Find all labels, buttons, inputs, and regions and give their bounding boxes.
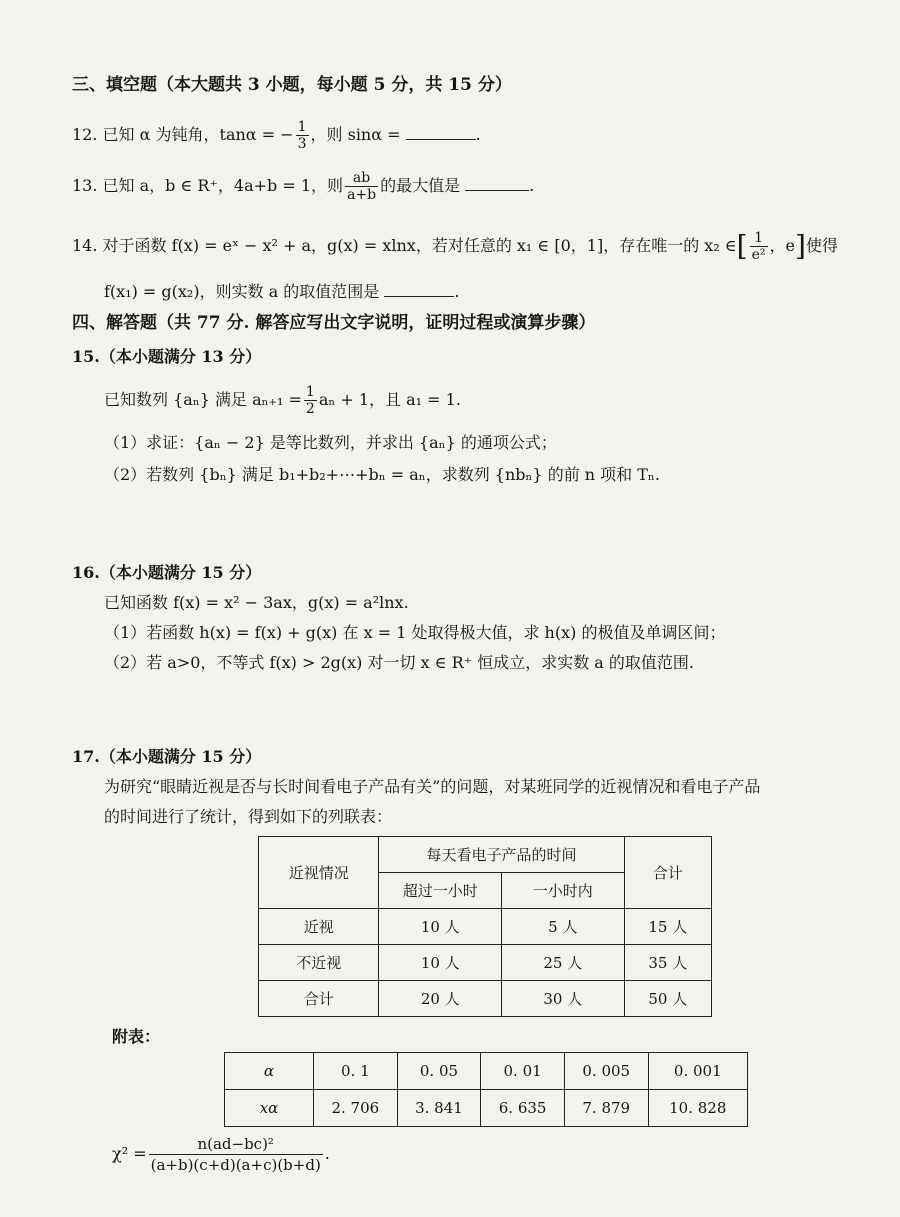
table-row	[225, 1090, 748, 1127]
formula-end: .	[324, 1144, 330, 1163]
q14-interval-end: ，e	[769, 236, 795, 255]
ref-alpha-label: α	[225, 1053, 314, 1090]
q15-stem	[104, 378, 461, 422]
q16-part2: （2）若 a>0，不等式 f(x) > 2g(x) 对一切 x ∈ R⁺ 恒成立，求实数 a 的取值范围.	[104, 653, 695, 672]
q14-right-bracket: ]	[795, 229, 806, 263]
ref-alpha-value: 0. 1	[314, 1053, 398, 1090]
table-header-status: 近视情况	[259, 837, 379, 909]
ref-x-label: xα	[225, 1090, 314, 1127]
q15-frac-num: 1	[305, 384, 315, 400]
q14-left-bracket: [	[736, 229, 748, 263]
q15-part2: （2）若数列 {bₙ} 满足 b₁+b₂+⋯+bₙ = aₙ，求数列 {nbₙ} 的前 n 项和 Tₙ.	[104, 465, 660, 484]
q13-answer-blank[interactable]	[465, 174, 529, 191]
ref-alpha-value: 0. 001	[648, 1053, 747, 1090]
table-cell-over: 20 人	[379, 981, 502, 1017]
q12-stem-tail: ，则 sinα =	[310, 125, 401, 144]
q13-end: .	[529, 176, 535, 195]
q14-stem: 对于函数 f(x) = eˣ − x² + a，g(x) = xlnx，若对任意的 x₁ ∈ [0，1]，存在唯一的 x₂ ∈	[102, 236, 737, 255]
table-cell-label: 不近视	[259, 945, 379, 981]
q15-fraction	[304, 384, 317, 417]
table-cell-over: 10 人	[379, 909, 502, 945]
q12-end: .	[475, 125, 481, 144]
ref-x-value: 6. 635	[481, 1090, 565, 1127]
q15-frac-den: 2	[305, 401, 315, 417]
table-cell-label: 合计	[259, 981, 379, 1017]
q15-heading: 15.（本小题满分 13 分）	[72, 347, 262, 366]
q14-frac-num: 1	[750, 230, 768, 247]
contingency-table	[258, 836, 712, 1017]
ref-x-value: 7. 879	[564, 1090, 648, 1127]
q13-frac-num: ab	[345, 170, 378, 187]
question-14-line2	[104, 280, 460, 303]
q12-stem: 已知 α 为钝角，tanα = −	[102, 125, 294, 144]
q14-end: .	[454, 282, 460, 301]
ref-alpha-value: 0. 01	[481, 1053, 565, 1090]
ref-x-value: 2. 706	[314, 1090, 398, 1127]
table-cell-over: 10 人	[379, 945, 502, 981]
formula-numerator: n(ad−bc)²	[149, 1134, 323, 1155]
q17-stem-line1: 为研究“眼睛近视是否与长时间看电子产品有关”的问题，对某班同学的近视情况和看电子产品	[104, 777, 761, 796]
table-header-over: 超过一小时	[379, 873, 502, 909]
q12-fraction	[296, 119, 309, 152]
table-cell-total: 15 人	[624, 909, 711, 945]
ref-x-value: 3. 841	[397, 1090, 481, 1127]
q14-number: 14.	[72, 236, 98, 255]
q14-stem-line2: f(x₁) = g(x₂)，则实数 a 的取值范围是	[104, 282, 380, 301]
q13-frac-den: a+b	[347, 187, 377, 203]
table-row	[259, 909, 712, 945]
q12-number: 12.	[72, 125, 98, 144]
formula-fraction	[149, 1134, 323, 1175]
q13-number: 13.	[72, 176, 98, 195]
q16-part1: （1）若函数 h(x) = f(x) + g(x) 在 x = 1 处取得极大值，求 h(x) 的极值及单调区间；	[104, 623, 726, 642]
q12-frac-den: 3	[297, 136, 307, 152]
table-cell-within: 25 人	[502, 945, 625, 981]
table-header-within: 一小时内	[502, 873, 625, 909]
critical-value-table	[224, 1052, 748, 1127]
q13-fraction	[345, 170, 378, 203]
q12-frac-num: 1	[297, 119, 307, 135]
q15-part1: （1）求证：{aₙ − 2} 是等比数列，并求出 {aₙ} 的通项公式；	[104, 433, 557, 452]
appendix-label: 附表：	[112, 1027, 161, 1046]
chi-square-formula	[112, 1130, 330, 1178]
question-14-line1	[72, 226, 838, 266]
table-header-group: 每天看电子产品的时间	[379, 837, 624, 873]
table-cell-total: 35 人	[624, 945, 711, 981]
table-header-total: 合计	[624, 837, 711, 909]
table-cell-label: 近视	[259, 909, 379, 945]
table-cell-within: 5 人	[502, 909, 625, 945]
q16-stem: 已知函数 f(x) = x² − 3ax，g(x) = a²lnx.	[104, 593, 409, 612]
ref-alpha-value: 0. 05	[397, 1053, 481, 1090]
q14-stem-tail: 使得	[805, 236, 838, 255]
question-13	[72, 166, 534, 206]
q14-frac-den: e²	[751, 247, 766, 263]
q17-stem-line2: 的时间进行了统计，得到如下的列联表：	[104, 807, 393, 826]
ref-alpha-value: 0. 005	[564, 1053, 648, 1090]
section4-title: 四、解答题（共 77 分. 解答应写出文字说明，证明过程或演算步骤）	[72, 313, 596, 333]
formula-lhs: χ² =	[112, 1144, 147, 1163]
table-cell-total: 50 人	[624, 981, 711, 1017]
section3-title: 三、填空题（本大题共 3 小题，每小题 5 分，共 15 分）	[72, 75, 512, 95]
table-row	[259, 945, 712, 981]
q15-stem-tail: aₙ + 1，且 a₁ = 1.	[318, 390, 461, 409]
q15-stem-head: 已知数列 {aₙ} 满足 aₙ₊₁ =	[104, 390, 302, 409]
q12-answer-blank[interactable]	[406, 123, 476, 140]
q16-heading: 16.（本小题满分 15 分）	[72, 563, 262, 582]
table-row	[259, 981, 712, 1017]
table-row	[225, 1053, 748, 1090]
q14-answer-blank[interactable]	[384, 280, 454, 297]
q14-fraction	[750, 230, 768, 263]
q17-heading: 17.（本小题满分 15 分）	[72, 747, 262, 766]
question-12	[72, 116, 481, 154]
ref-x-value: 10. 828	[648, 1090, 747, 1127]
table-cell-within: 30 人	[502, 981, 625, 1017]
q13-stem-tail: 的最大值是	[380, 176, 461, 195]
q13-stem: 已知 a，b ∈ R⁺，4a+b = 1，则	[102, 176, 344, 195]
formula-denominator: (a+b)(c+d)(a+c)(b+d)	[150, 1156, 321, 1174]
